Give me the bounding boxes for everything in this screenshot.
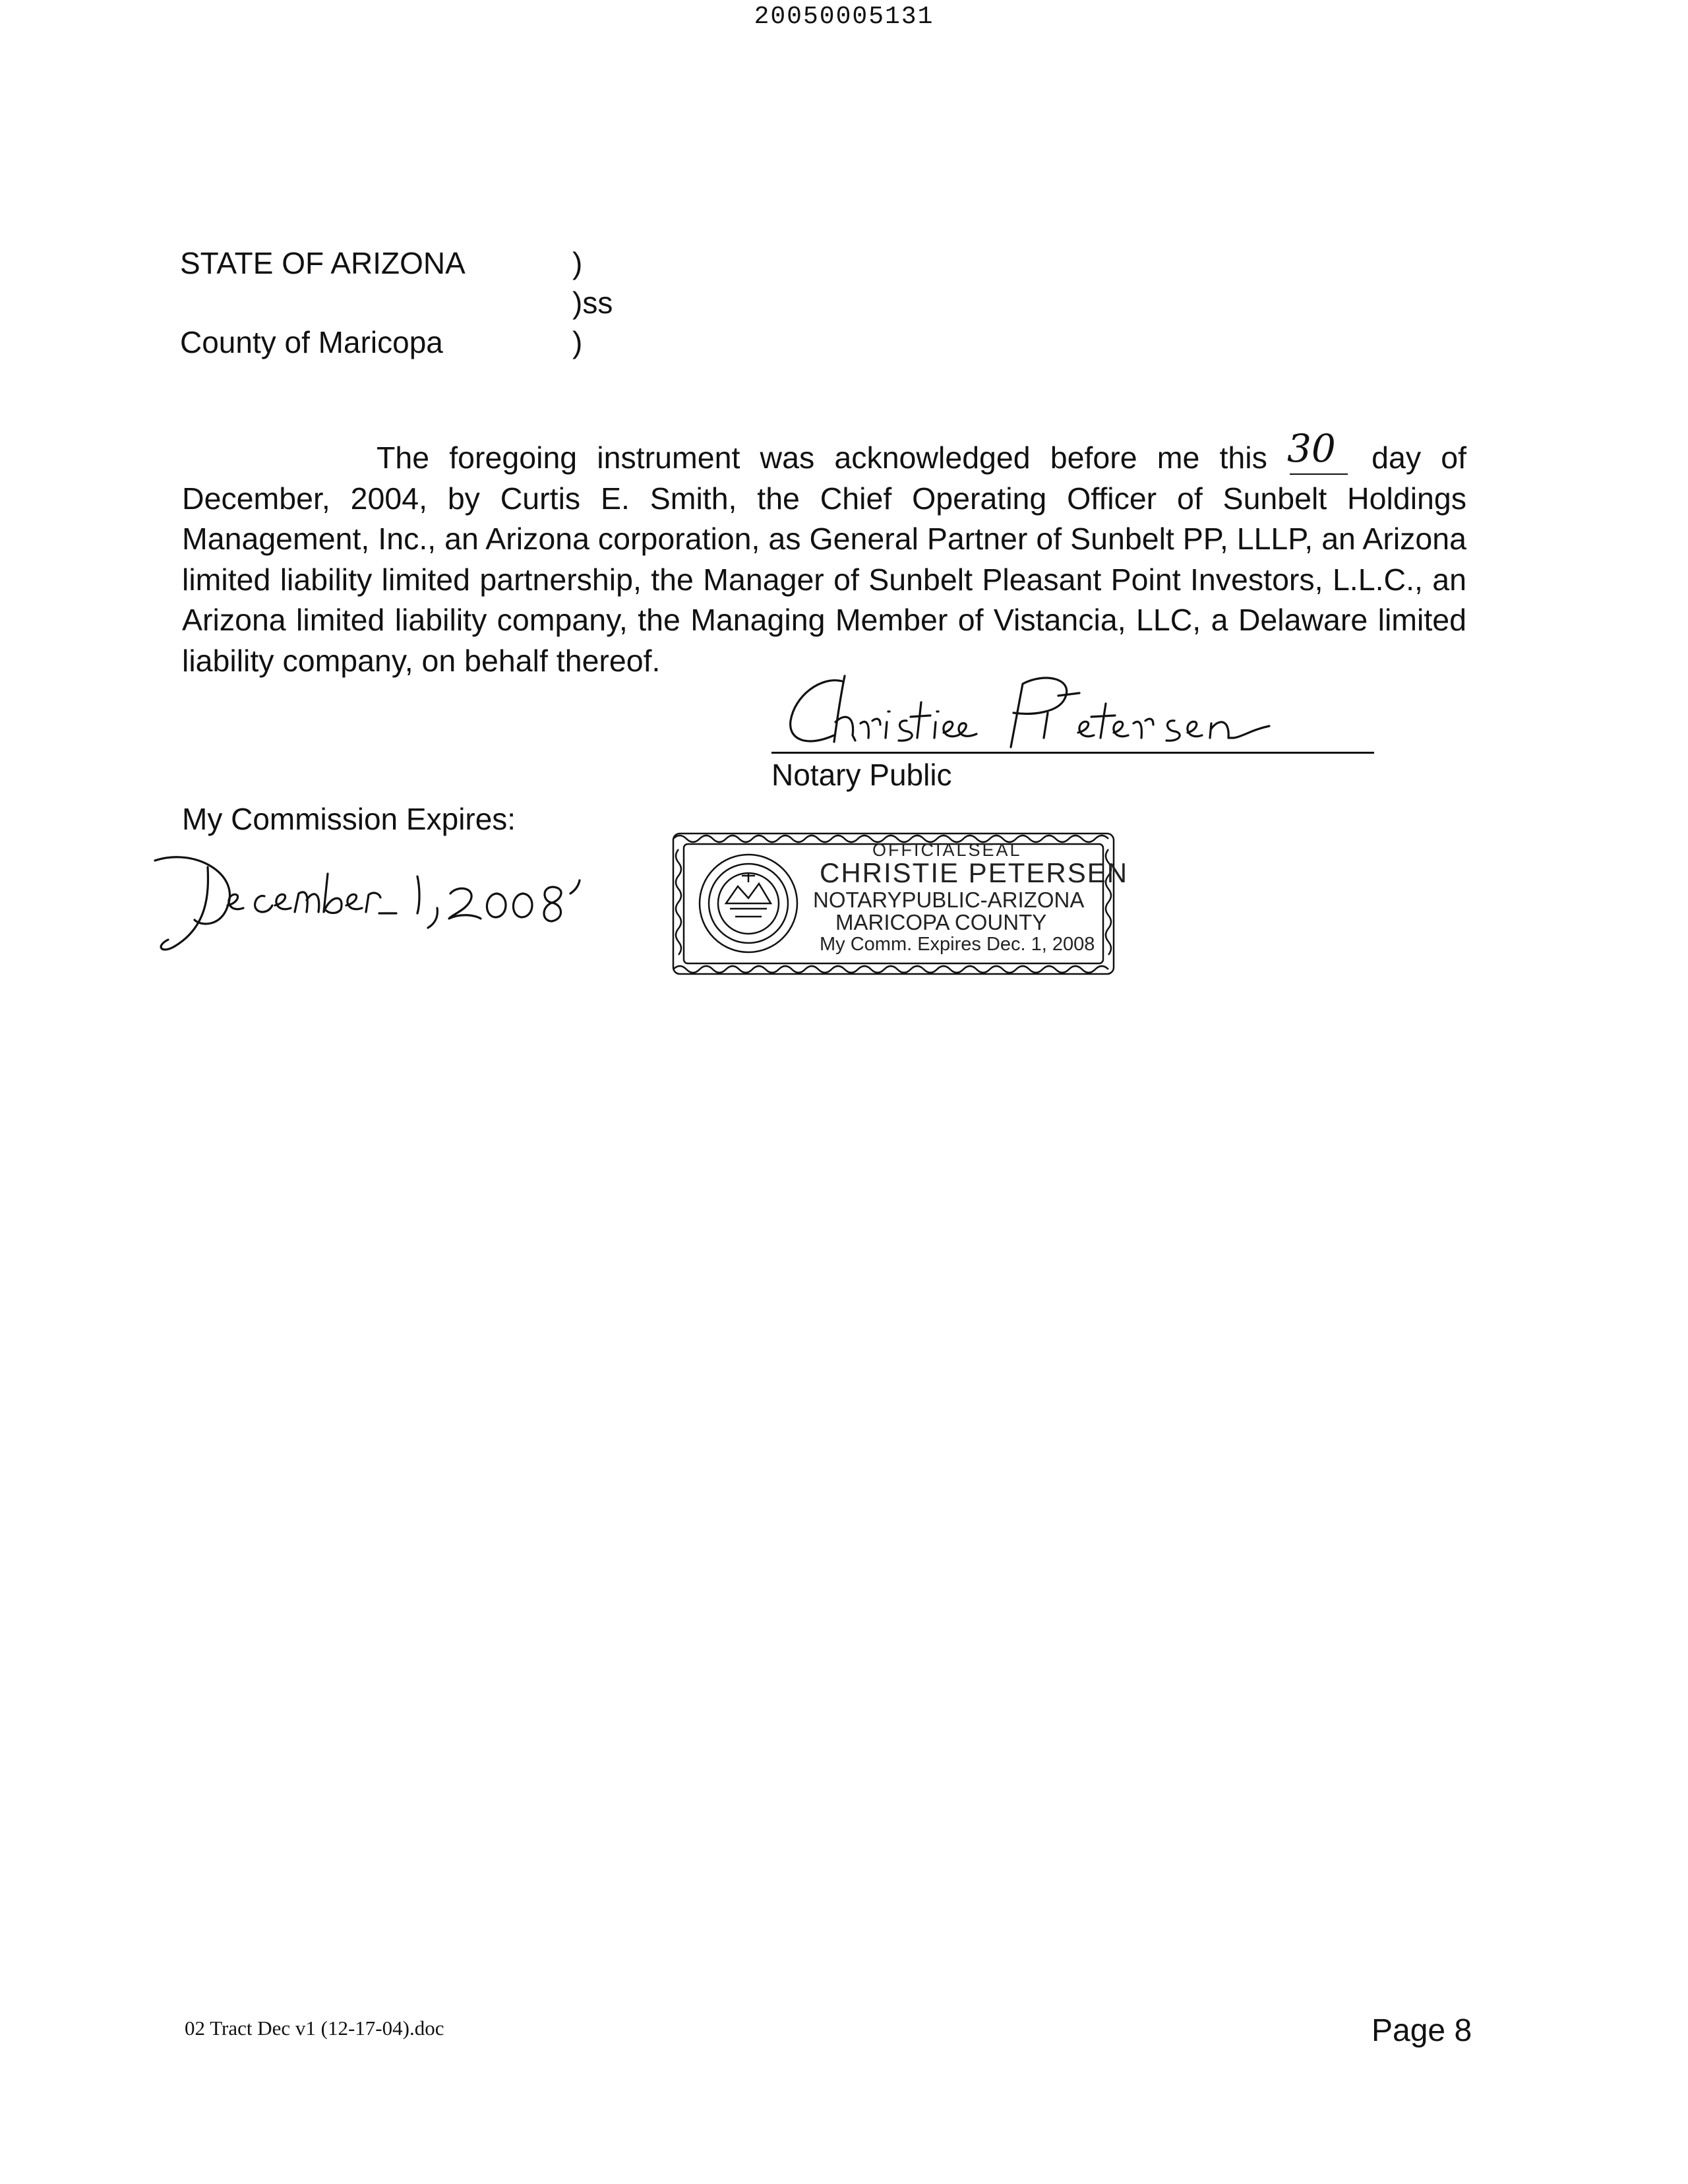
- notary-signature: [781, 669, 1348, 755]
- venue-county: County of Maricopa: [180, 325, 443, 359]
- seal-expiration: My Comm. Expires Dec. 1, 2008: [820, 934, 1095, 955]
- notary-seal: [669, 830, 1129, 978]
- commission-date-handwritten: [148, 847, 649, 966]
- handwritten-day: 30: [1286, 426, 1336, 471]
- seal-notary-public: NOTARYPUBLIC-ARIZONA: [813, 888, 1085, 912]
- venue-paren-ss: )ss: [572, 286, 613, 320]
- venue-state: STATE OF ARIZONA: [180, 246, 466, 280]
- signature-line: [771, 752, 1374, 754]
- day-blank: [1286, 426, 1352, 479]
- ack-text-before-day: The foregoing instrument was acknowledged before me this: [377, 440, 1267, 475]
- notary-title: Notary Public: [771, 758, 952, 792]
- seal-official-label: OFFICIALSEAL: [872, 840, 1022, 860]
- commission-label: My Commission Expires:: [182, 802, 516, 836]
- venue-paren-top: ): [572, 246, 583, 280]
- footer-page-number: Page 8: [1372, 2013, 1472, 2048]
- seal-county: MARICOPA COUNTY: [835, 910, 1047, 934]
- seal-notary-name: CHRISTIE PETERSEN: [820, 857, 1129, 888]
- footer-filename: 02 Tract Dec v1 (12-17-04).doc: [185, 2017, 444, 2040]
- recording-number: 20050005131: [754, 3, 934, 31]
- acknowledgment-paragraph: [182, 426, 1467, 681]
- ack-text-after-day: day of December, 2004, by Curtis E. Smith, the Chief Operating Officer of Sunbelt Holdings Management, Inc., an Arizona corporation, as General Partner of Sunbelt PP, LLLP, an Arizona limited liability limited partnership, the Manager of Sunbelt Pleasant Point Investors, L.L.C., an Arizona limited liability company, the Managing Member of Vistancia, LLC, a Delaware limited liability company, on behalf thereof.: [182, 440, 1467, 678]
- venue-paren-bottom: ): [572, 325, 583, 359]
